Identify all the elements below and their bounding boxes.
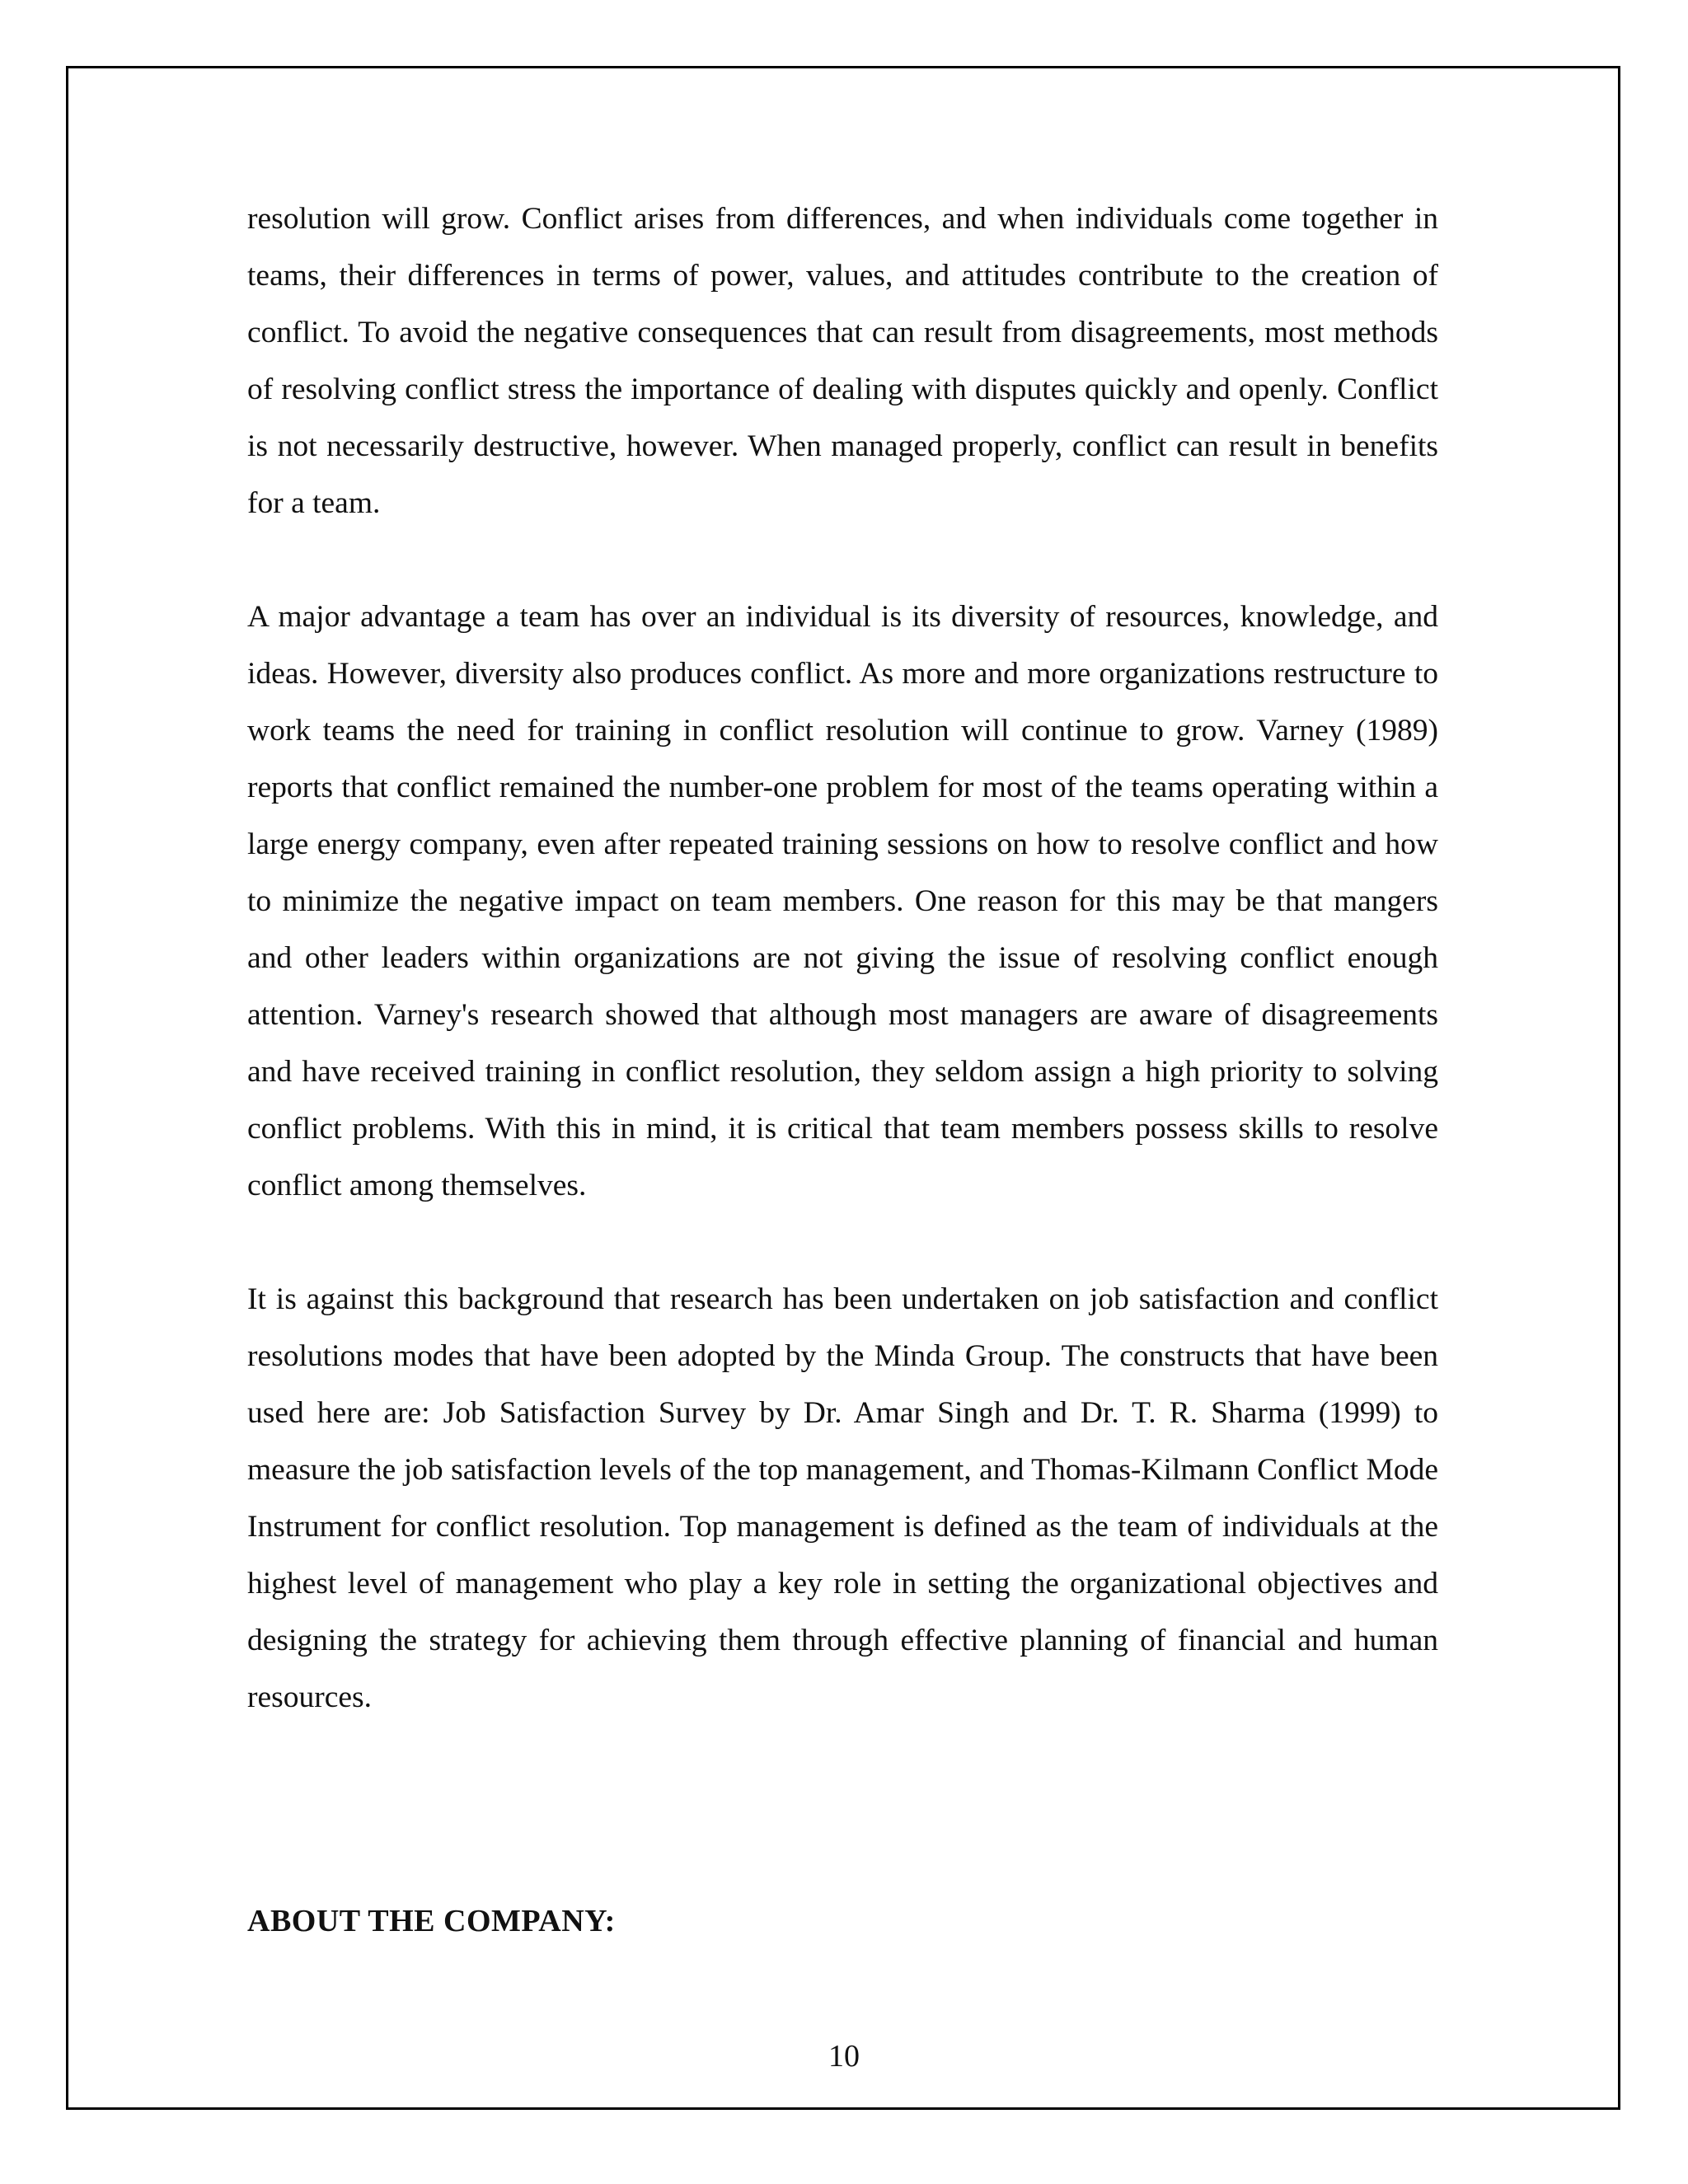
section-heading-about-company: ABOUT THE COMPANY: bbox=[247, 1904, 616, 1938]
page-number: 10 bbox=[828, 2039, 860, 2074]
paragraph-conflict-resolution: resolution will grow. Conflict arises from differences, and when individuals come together in teams, their differences in terms of power, values, and attitudes contribute to the creation of conflict. To avoid the negative consequences that can result from disagreements, most methods of resolving conflict stress the importance of dealing with disputes quickly and openly. Conflict is not necessarily destructive, however. When managed properly, conflict can result in benefits for a team. bbox=[247, 202, 1438, 520]
paragraph-research-background: It is against this background that research has been undertaken on job satisfaction and conflict resolutions modes that have been adopted by the Minda Group. The constructs that have been used here are: Job Satisfaction Survey by Dr. Amar Singh and Dr. T. R. Sharma (1999) to measure the job satisfaction levels of the top management, and Thomas-Kilmann Conflict Mode Instrument for conflict resolution. Top management is defined as the team of individuals at the highest level of management who play a key role in setting the organizational objectives and designing the strategy for achieving them through effective planning of financial and human resources. bbox=[247, 1282, 1438, 1714]
paragraph-team-diversity: A major advantage a team has over an individual is its diversity of resources, knowledge, and ideas. However, diversity also produces conflict. As more and more organizations restructure to work teams the need for training in conflict resolution will continue to grow. Varney (1989) reports that conflict remained the number-one problem for most of the teams operating within a large energy company, even after repeated training sessions on how to resolve conflict and how to minimize the negative impact on team members. One reason for this may be that mangers and other leaders within organizations are not giving the issue of resolving conflict enough attention. Varney's research showed that although most managers are aware of disagreements and have received training in conflict resolution, they seldom assign a high priority to solving conflict problems. With this in mind, it is critical that team members possess skills to resolve conflict among themselves. bbox=[247, 600, 1438, 1202]
document-body bbox=[247, 190, 1438, 1726]
